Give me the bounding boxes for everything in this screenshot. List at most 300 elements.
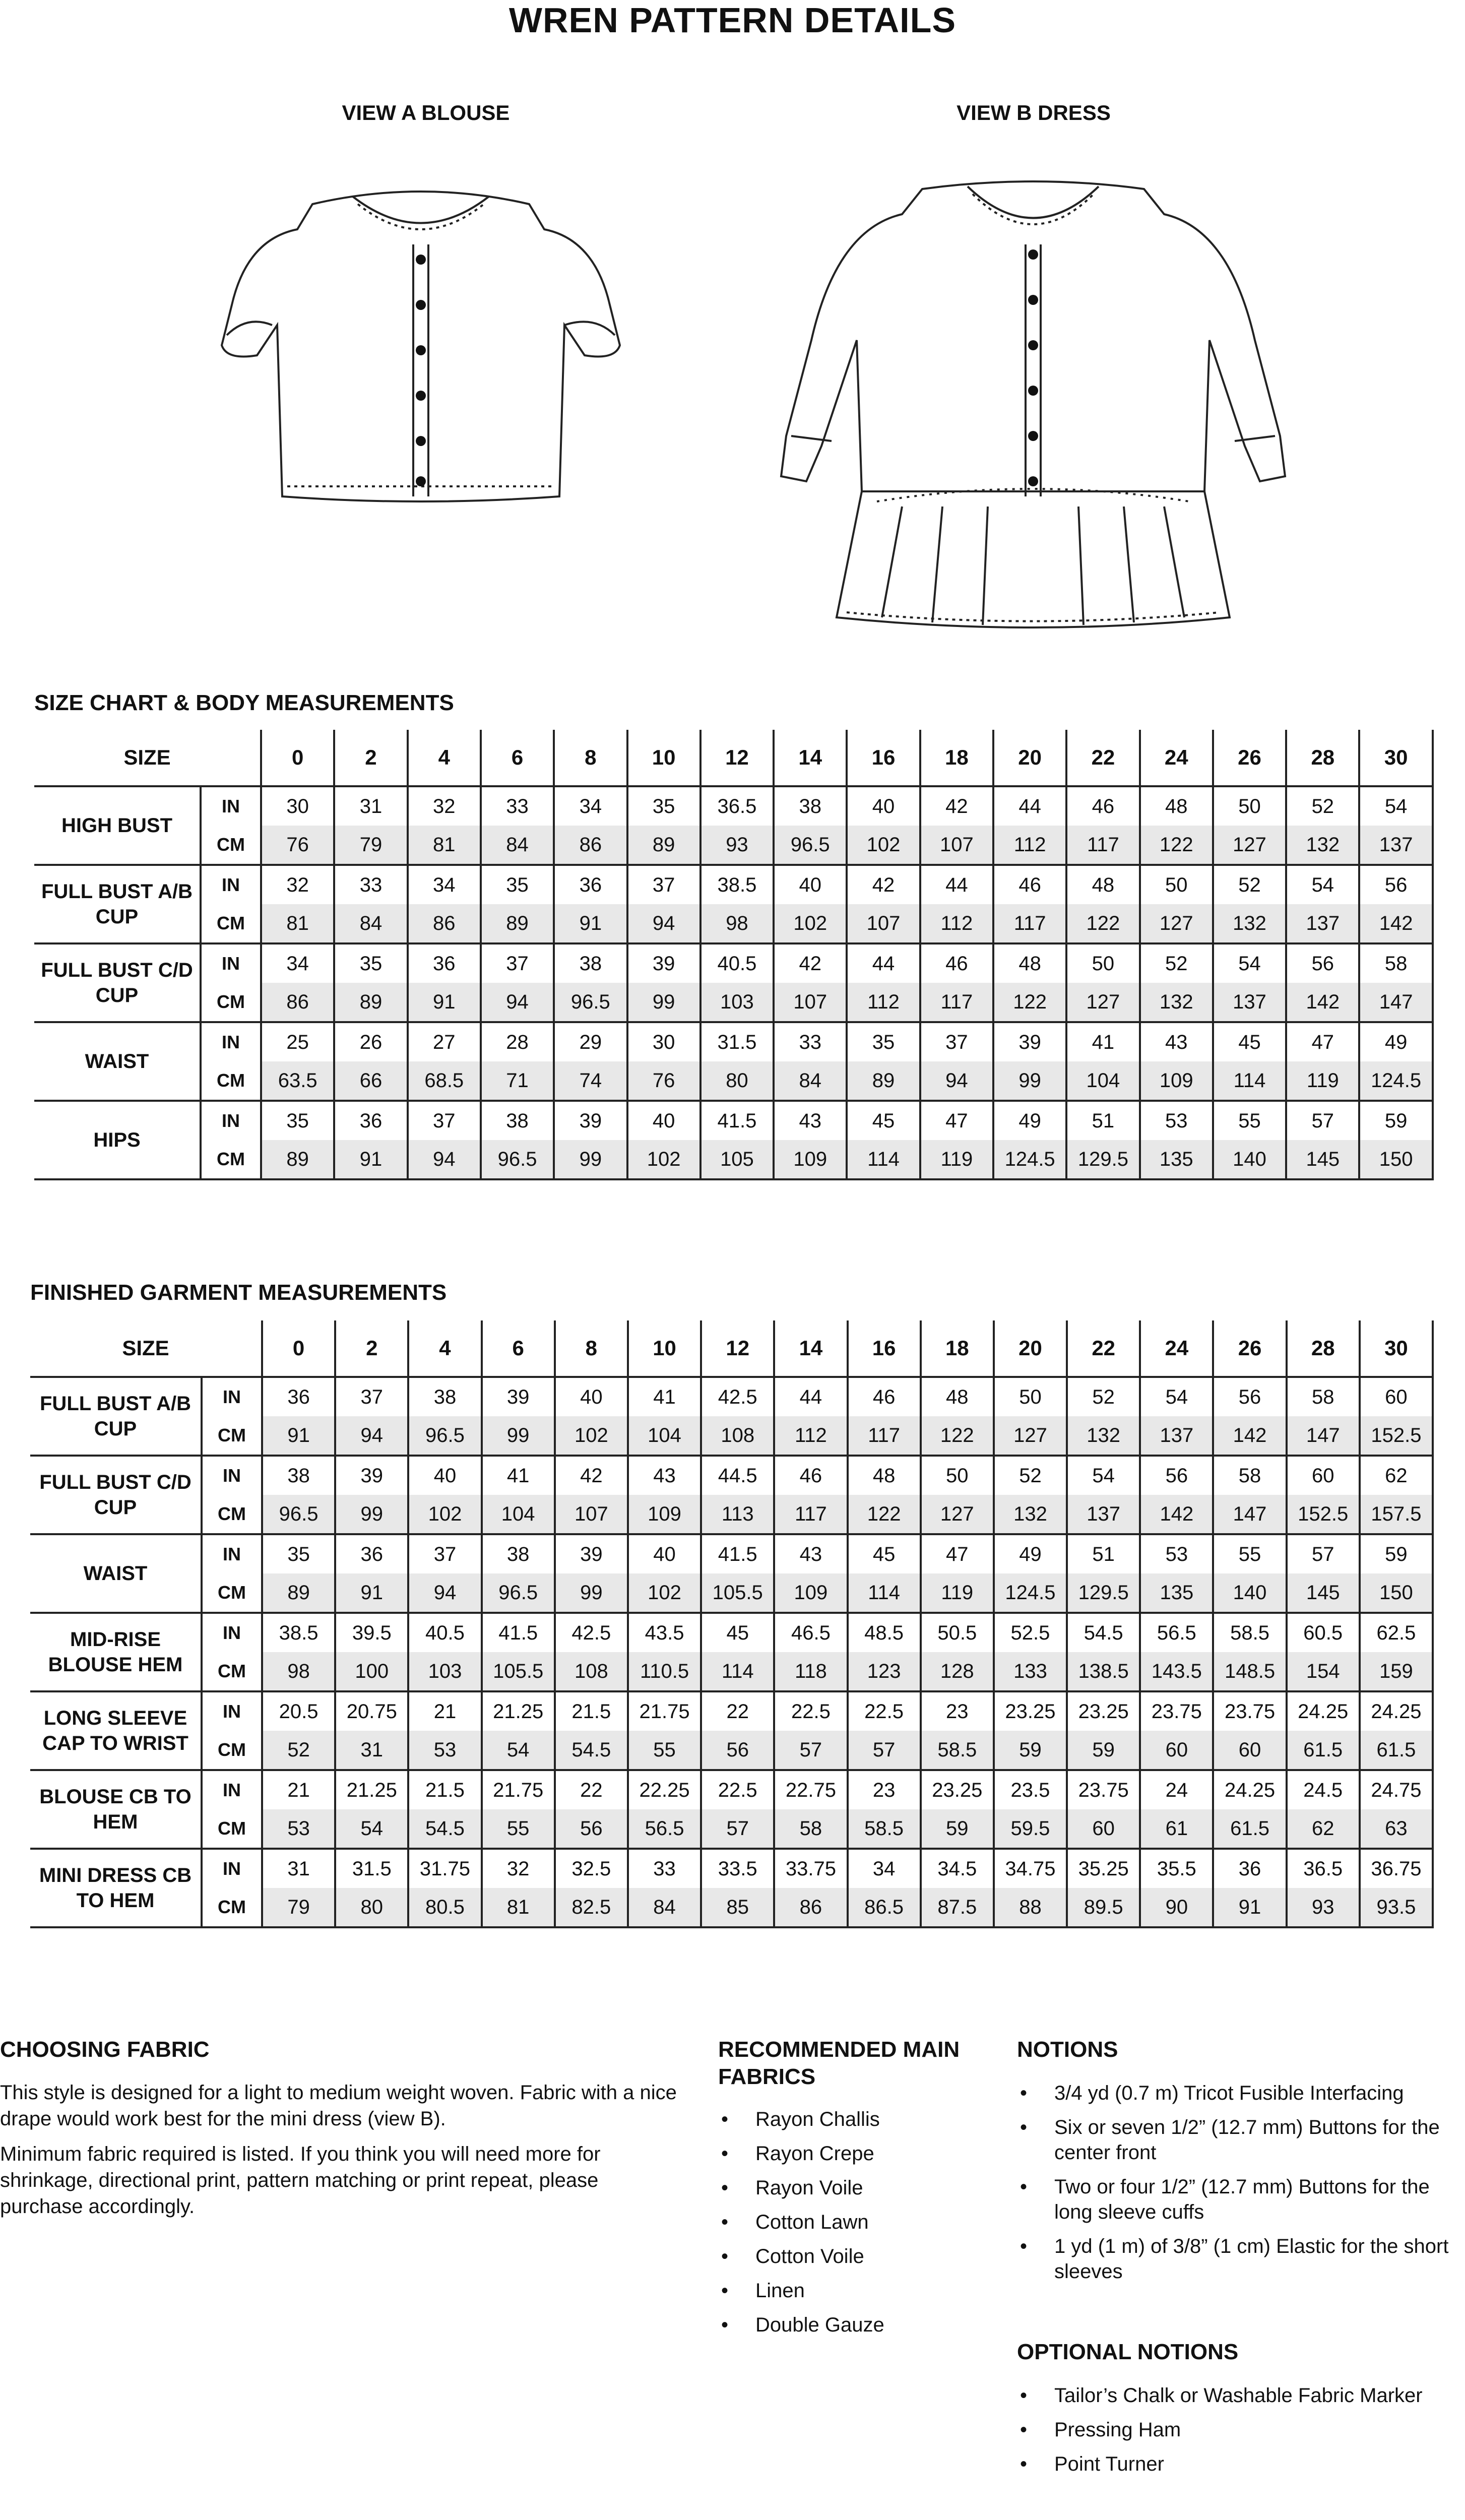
table-row xyxy=(34,826,1433,865)
cell-in: 35 xyxy=(334,943,407,983)
cell-in: 35 xyxy=(627,786,700,826)
cell-in: 54 xyxy=(1359,786,1432,826)
size-col-4: 4 xyxy=(408,1320,481,1377)
cell-cm: 137 xyxy=(1067,1495,1140,1534)
cell-cm: 142 xyxy=(1286,983,1359,1022)
cell-in: 42 xyxy=(555,1456,628,1495)
unit-cm: CM xyxy=(202,1809,262,1849)
cell-in: 23 xyxy=(921,1691,994,1731)
cell-in: 40 xyxy=(847,786,920,826)
list-item: • Tailor’s Chalk or Washable Fabric Marker xyxy=(1017,2383,1465,2408)
unit-in: IN xyxy=(202,1456,262,1495)
row-label: WAIST xyxy=(34,1022,201,1101)
unit-in: IN xyxy=(201,786,261,826)
cell-cm: 54.5 xyxy=(408,1809,481,1849)
table-row xyxy=(30,1731,1433,1770)
cell-cm: 140 xyxy=(1213,1573,1286,1613)
dress-illustration-icon xyxy=(776,174,1290,638)
recommended-fabrics-list xyxy=(718,2107,1000,2347)
cell-cm: 79 xyxy=(262,1888,335,1927)
cell-cm: 53 xyxy=(262,1809,335,1849)
cell-cm: 80 xyxy=(700,1061,774,1101)
row-label: MID-RISE BLOUSE HEM xyxy=(30,1613,202,1691)
blouse-illustration-icon xyxy=(212,174,630,537)
cell-cm: 99 xyxy=(335,1495,408,1534)
cell-in: 23.25 xyxy=(1067,1691,1140,1731)
cell-cm: 103 xyxy=(408,1652,481,1691)
cell-cm: 59.5 xyxy=(994,1809,1067,1849)
cell-cm: 84 xyxy=(774,1061,847,1101)
optional-notions-title: OPTIONAL NOTIONS xyxy=(1017,2340,1239,2364)
size-col-22: 22 xyxy=(1066,730,1139,786)
list-item: • Rayon Crepe xyxy=(718,2141,1000,2166)
cell-in: 41 xyxy=(482,1456,555,1495)
size-col-12: 12 xyxy=(701,1320,774,1377)
cell-cm: 124.5 xyxy=(1359,1061,1432,1101)
cell-cm: 102 xyxy=(774,904,847,943)
size-header: SIZE xyxy=(34,730,261,786)
cell-in: 44 xyxy=(920,865,993,904)
unit-in: IN xyxy=(201,1022,261,1061)
cell-cm: 114 xyxy=(847,1140,920,1179)
cell-in: 33 xyxy=(774,1022,847,1061)
cell-cm: 93.5 xyxy=(1360,1888,1433,1927)
cell-cm: 104 xyxy=(1066,1061,1139,1101)
cell-cm: 63.5 xyxy=(261,1061,334,1101)
unit-cm: CM xyxy=(202,1495,262,1534)
cell-in: 62 xyxy=(1360,1456,1433,1495)
unit-cm: CM xyxy=(202,1573,262,1613)
table-row xyxy=(34,943,1433,983)
cell-in: 62.5 xyxy=(1360,1613,1433,1652)
optional-notions-list xyxy=(1017,2383,1465,2486)
cell-in: 52.5 xyxy=(994,1613,1067,1652)
cell-in: 53 xyxy=(1140,1534,1213,1573)
cell-in: 38.5 xyxy=(700,865,774,904)
cell-in: 23 xyxy=(848,1770,921,1809)
cell-cm: 129.5 xyxy=(1067,1573,1140,1613)
cell-in: 44 xyxy=(847,943,920,983)
unit-in: IN xyxy=(202,1691,262,1731)
list-item: • Cotton Voile xyxy=(718,2244,1000,2269)
cell-cm: 147 xyxy=(1359,983,1432,1022)
size-col-16: 16 xyxy=(847,730,920,786)
cell-cm: 147 xyxy=(1287,1416,1360,1456)
cell-cm: 76 xyxy=(627,1061,700,1101)
cell-cm: 117 xyxy=(993,904,1066,943)
cell-cm: 96.5 xyxy=(774,826,847,865)
cell-in: 47 xyxy=(1286,1022,1359,1061)
finished-measurements-table xyxy=(30,1320,1434,1928)
cell-in: 45 xyxy=(1213,1022,1286,1061)
cell-cm: 54 xyxy=(335,1809,408,1849)
cell-cm: 109 xyxy=(774,1140,847,1179)
cell-in: 56 xyxy=(1359,865,1432,904)
cell-cm: 91 xyxy=(1213,1888,1286,1927)
cell-in: 39 xyxy=(555,1534,628,1573)
cell-cm: 94 xyxy=(481,983,554,1022)
list-item: • Rayon Voile xyxy=(718,2175,1000,2200)
cell-cm: 90 xyxy=(1140,1888,1213,1927)
cell-in: 40 xyxy=(628,1534,701,1573)
list-item: • Pressing Ham xyxy=(1017,2417,1465,2442)
table-row xyxy=(34,1022,1433,1061)
cell-cm: 102 xyxy=(408,1495,481,1534)
cell-cm: 57 xyxy=(848,1731,921,1770)
cell-cm: 152.5 xyxy=(1287,1495,1360,1534)
cell-in: 46 xyxy=(774,1456,847,1495)
cell-cm: 128 xyxy=(921,1652,994,1691)
cell-cm: 117 xyxy=(848,1416,921,1456)
cell-in: 50.5 xyxy=(921,1613,994,1652)
unit-in: IN xyxy=(201,1101,261,1140)
unit-cm: CM xyxy=(202,1416,262,1456)
cell-cm: 89 xyxy=(627,826,700,865)
cell-in: 40 xyxy=(408,1456,481,1495)
cell-in: 26 xyxy=(334,1022,407,1061)
cell-cm: 114 xyxy=(1213,1061,1286,1101)
cell-cm: 59 xyxy=(994,1731,1067,1770)
cell-in: 38 xyxy=(554,943,627,983)
cell-in: 46 xyxy=(920,943,993,983)
cell-in: 39.5 xyxy=(335,1613,408,1652)
cell-in: 25 xyxy=(261,1022,334,1061)
cell-in: 48.5 xyxy=(848,1613,921,1652)
cell-cm: 86 xyxy=(408,904,481,943)
cell-in: 37 xyxy=(481,943,554,983)
cell-cm: 56.5 xyxy=(628,1809,701,1849)
cell-cm: 68.5 xyxy=(408,1061,481,1101)
unit-in: IN xyxy=(202,1613,262,1652)
cell-in: 35 xyxy=(847,1022,920,1061)
cell-in: 55 xyxy=(1213,1101,1286,1140)
cell-in: 46 xyxy=(848,1377,921,1416)
unit-in: IN xyxy=(201,943,261,983)
cell-cm: 119 xyxy=(1286,1061,1359,1101)
cell-in: 50 xyxy=(1213,786,1286,826)
recommended-fabrics-title: RECOMMENDED MAIN FABRICS xyxy=(718,2037,960,2089)
cell-cm: 135 xyxy=(1140,1140,1213,1179)
cell-in: 36 xyxy=(334,1101,407,1140)
body-size-header-row xyxy=(34,730,1433,786)
unit-cm: CM xyxy=(202,1731,262,1770)
cell-in: 23.25 xyxy=(921,1770,994,1809)
cell-in: 24.75 xyxy=(1360,1770,1433,1809)
cell-cm: 150 xyxy=(1359,1140,1432,1179)
cell-in: 52 xyxy=(1140,943,1213,983)
cell-in: 21 xyxy=(262,1770,335,1809)
cell-in: 22.75 xyxy=(774,1770,847,1809)
cell-cm: 104 xyxy=(482,1495,555,1534)
cell-in: 27 xyxy=(408,1022,481,1061)
cell-in: 35 xyxy=(481,865,554,904)
cell-in: 52 xyxy=(1286,786,1359,826)
cell-cm: 109 xyxy=(774,1573,847,1613)
cell-in: 21.25 xyxy=(335,1770,408,1809)
cell-cm: 118 xyxy=(774,1652,847,1691)
table-row xyxy=(34,1101,1433,1140)
notions-list xyxy=(1017,2081,1465,2293)
cell-cm: 56 xyxy=(555,1809,628,1849)
cell-cm: 93 xyxy=(700,826,774,865)
cell-in: 32.5 xyxy=(555,1849,628,1888)
cell-cm: 132 xyxy=(1067,1416,1140,1456)
unit-cm: CM xyxy=(202,1888,262,1927)
size-header: SIZE xyxy=(30,1320,262,1377)
cell-in: 38 xyxy=(774,786,847,826)
size-col-24: 24 xyxy=(1140,730,1213,786)
table-row xyxy=(30,1888,1433,1927)
cell-cm: 103 xyxy=(700,983,774,1022)
cell-cm: 140 xyxy=(1213,1140,1286,1179)
cell-in: 24.25 xyxy=(1213,1770,1286,1809)
cell-cm: 122 xyxy=(921,1416,994,1456)
table-row xyxy=(34,786,1433,826)
cell-cm: 53 xyxy=(408,1731,481,1770)
cell-in: 45 xyxy=(847,1101,920,1140)
cell-in: 35 xyxy=(261,1101,334,1140)
cell-in: 50 xyxy=(1066,943,1139,983)
cell-cm: 137 xyxy=(1140,1416,1213,1456)
cell-cm: 61 xyxy=(1140,1809,1213,1849)
cell-in: 37 xyxy=(408,1534,481,1573)
row-label: HIGH BUST xyxy=(34,786,201,865)
cell-in: 20.75 xyxy=(335,1691,408,1731)
cell-cm: 114 xyxy=(701,1652,774,1691)
size-col-0: 0 xyxy=(261,730,334,786)
cell-in: 40 xyxy=(627,1101,700,1140)
cell-cm: 100 xyxy=(335,1652,408,1691)
list-item: • Six or seven 1/2” (12.7 mm) Buttons for the center front xyxy=(1017,2115,1465,2165)
table-row xyxy=(30,1652,1433,1691)
cell-in: 38 xyxy=(481,1101,554,1140)
cell-cm: 54 xyxy=(482,1731,555,1770)
cell-cm: 105.5 xyxy=(701,1573,774,1613)
size-col-22: 22 xyxy=(1067,1320,1140,1377)
cell-in: 32 xyxy=(408,786,481,826)
size-col-20: 20 xyxy=(994,1320,1067,1377)
cell-cm: 99 xyxy=(482,1416,555,1456)
cell-in: 21.75 xyxy=(482,1770,555,1809)
cell-in: 38 xyxy=(408,1377,481,1416)
cell-in: 21 xyxy=(408,1691,481,1731)
cell-cm: 107 xyxy=(847,904,920,943)
list-item: • Rayon Challis xyxy=(718,2107,1000,2132)
size-col-26: 26 xyxy=(1213,1320,1286,1377)
cell-in: 54 xyxy=(1286,865,1359,904)
cell-in: 50 xyxy=(921,1456,994,1495)
cell-cm: 117 xyxy=(774,1495,847,1534)
size-col-2: 2 xyxy=(335,1320,408,1377)
unit-cm: CM xyxy=(202,1652,262,1691)
size-col-8: 8 xyxy=(554,730,627,786)
cell-cm: 61.5 xyxy=(1213,1809,1286,1849)
cell-cm: 119 xyxy=(921,1573,994,1613)
size-col-8: 8 xyxy=(555,1320,628,1377)
cell-in: 39 xyxy=(335,1456,408,1495)
cell-in: 31.5 xyxy=(700,1022,774,1061)
cell-in: 54 xyxy=(1213,943,1286,983)
cell-in: 23.5 xyxy=(994,1770,1067,1809)
cell-in: 33 xyxy=(334,865,407,904)
cell-cm: 129.5 xyxy=(1066,1140,1139,1179)
unit-in: IN xyxy=(201,865,261,904)
cell-cm: 56 xyxy=(701,1731,774,1770)
choosing-fabric-p2: Minimum fabric required is listed. If you think you will need more for shrinkage, directional print, pattern matching or print repeat, please purchase accordingly. xyxy=(0,2143,601,2218)
cell-in: 52 xyxy=(1213,865,1286,904)
cell-cm: 107 xyxy=(774,983,847,1022)
cell-cm: 127 xyxy=(1140,904,1213,943)
table-row xyxy=(30,1809,1433,1849)
cell-cm: 117 xyxy=(1066,826,1139,865)
cell-cm: 80 xyxy=(335,1888,408,1927)
cell-cm: 58.5 xyxy=(848,1809,921,1849)
size-col-10: 10 xyxy=(628,1320,701,1377)
cell-cm: 122 xyxy=(1140,826,1213,865)
choosing-fabric-title: CHOOSING FABRIC xyxy=(0,2037,210,2062)
cell-in: 48 xyxy=(1066,865,1139,904)
table-row xyxy=(30,1691,1433,1731)
row-label: FULL BUST C/D CUP xyxy=(34,943,201,1022)
size-col-20: 20 xyxy=(993,730,1066,786)
cell-in: 49 xyxy=(994,1534,1067,1573)
list-item: • Cotton Lawn xyxy=(718,2210,1000,2235)
cell-cm: 152.5 xyxy=(1360,1416,1433,1456)
cell-in: 46.5 xyxy=(774,1613,847,1652)
size-col-0: 0 xyxy=(262,1320,335,1377)
table-row xyxy=(34,983,1433,1022)
size-col-28: 28 xyxy=(1286,730,1359,786)
cell-cm: 86.5 xyxy=(848,1888,921,1927)
cell-in: 23.75 xyxy=(1140,1691,1213,1731)
cell-cm: 109 xyxy=(1140,1061,1213,1101)
size-col-24: 24 xyxy=(1140,1320,1213,1377)
cell-cm: 119 xyxy=(920,1140,993,1179)
cell-in: 31 xyxy=(334,786,407,826)
cell-in: 36 xyxy=(1213,1849,1286,1888)
cell-in: 41 xyxy=(628,1377,701,1416)
cell-in: 40.5 xyxy=(408,1613,481,1652)
cell-cm: 81 xyxy=(482,1888,555,1927)
cell-cm: 112 xyxy=(774,1416,847,1456)
size-col-14: 14 xyxy=(774,730,847,786)
cell-cm: 58 xyxy=(774,1809,847,1849)
table-row xyxy=(30,1456,1433,1495)
size-col-12: 12 xyxy=(700,730,774,786)
cell-in: 56 xyxy=(1140,1456,1213,1495)
cell-in: 55 xyxy=(1213,1534,1286,1573)
cell-cm: 60 xyxy=(1213,1731,1286,1770)
cell-cm: 110.5 xyxy=(628,1652,701,1691)
row-label: BLOUSE CB TO HEM xyxy=(30,1770,202,1849)
cell-in: 52 xyxy=(994,1456,1067,1495)
cell-in: 58.5 xyxy=(1213,1613,1286,1652)
cell-cm: 59 xyxy=(1067,1731,1140,1770)
cell-cm: 117 xyxy=(920,983,993,1022)
cell-in: 43.5 xyxy=(628,1613,701,1652)
size-col-18: 18 xyxy=(920,730,993,786)
cell-cm: 102 xyxy=(555,1416,628,1456)
cell-cm: 96.5 xyxy=(262,1495,335,1534)
cell-in: 42 xyxy=(774,943,847,983)
cell-cm: 57 xyxy=(774,1731,847,1770)
cell-in: 22 xyxy=(701,1691,774,1731)
list-item: • 3/4 yd (0.7 m) Tricot Fusible Interfacing xyxy=(1017,2081,1465,2106)
cell-cm: 124.5 xyxy=(994,1573,1067,1613)
cell-in: 54.5 xyxy=(1067,1613,1140,1652)
cell-in: 21.5 xyxy=(408,1770,481,1809)
cell-in: 38 xyxy=(482,1534,555,1573)
cell-cm: 150 xyxy=(1360,1573,1433,1613)
cell-in: 22.25 xyxy=(628,1770,701,1809)
cell-cm: 107 xyxy=(920,826,993,865)
cell-in: 21.75 xyxy=(628,1691,701,1731)
cell-cm: 159 xyxy=(1360,1652,1433,1691)
cell-cm: 102 xyxy=(847,826,920,865)
cell-in: 47 xyxy=(920,1101,993,1140)
cell-in: 58 xyxy=(1213,1456,1286,1495)
cell-in: 46 xyxy=(1066,786,1139,826)
cell-cm: 108 xyxy=(701,1416,774,1456)
cell-in: 56 xyxy=(1286,943,1359,983)
cell-cm: 108 xyxy=(555,1652,628,1691)
cell-in: 29 xyxy=(554,1022,627,1061)
table-row xyxy=(30,1573,1433,1613)
cell-in: 44.5 xyxy=(701,1456,774,1495)
cell-in: 42.5 xyxy=(555,1613,628,1652)
cell-cm: 86 xyxy=(261,983,334,1022)
table-row xyxy=(30,1377,1433,1416)
cell-in: 54 xyxy=(1140,1377,1213,1416)
size-col-26: 26 xyxy=(1213,730,1286,786)
cell-cm: 86 xyxy=(774,1888,847,1927)
body-chart-title: SIZE CHART & BODY MEASUREMENTS xyxy=(34,690,454,715)
cell-in: 43 xyxy=(628,1456,701,1495)
cell-in: 37 xyxy=(408,1101,481,1140)
cell-cm: 127 xyxy=(994,1416,1067,1456)
unit-cm: CM xyxy=(201,904,261,943)
cell-in: 43 xyxy=(774,1534,847,1573)
cell-in: 31.5 xyxy=(335,1849,408,1888)
cell-in: 31.75 xyxy=(408,1849,481,1888)
cell-in: 21.5 xyxy=(555,1691,628,1731)
cell-cm: 71 xyxy=(481,1061,554,1101)
finished-chart-title: FINISHED GARMENT MEASUREMENTS xyxy=(30,1280,447,1305)
cell-in: 22.5 xyxy=(848,1691,921,1731)
cell-in: 34 xyxy=(261,943,334,983)
cell-cm: 81 xyxy=(261,904,334,943)
cell-in: 54 xyxy=(1067,1456,1140,1495)
cell-in: 50 xyxy=(1140,865,1213,904)
cell-cm: 145 xyxy=(1286,1140,1359,1179)
cell-in: 23.75 xyxy=(1067,1770,1140,1809)
cell-in: 41.5 xyxy=(701,1534,774,1573)
cell-cm: 137 xyxy=(1359,826,1432,865)
cell-cm: 94 xyxy=(335,1416,408,1456)
row-label: FULL BUST A/B CUP xyxy=(34,865,201,943)
body-measurements-table xyxy=(34,730,1434,1180)
cell-in: 24.5 xyxy=(1287,1770,1360,1809)
cell-cm: 132 xyxy=(1140,983,1213,1022)
table-row xyxy=(34,1140,1433,1179)
cell-cm: 99 xyxy=(555,1573,628,1613)
cell-in: 36.5 xyxy=(1287,1849,1360,1888)
cell-in: 48 xyxy=(993,943,1066,983)
cell-cm: 87.5 xyxy=(921,1888,994,1927)
cell-cm: 89 xyxy=(334,983,407,1022)
cell-cm: 84 xyxy=(481,826,554,865)
cell-in: 60 xyxy=(1287,1456,1360,1495)
